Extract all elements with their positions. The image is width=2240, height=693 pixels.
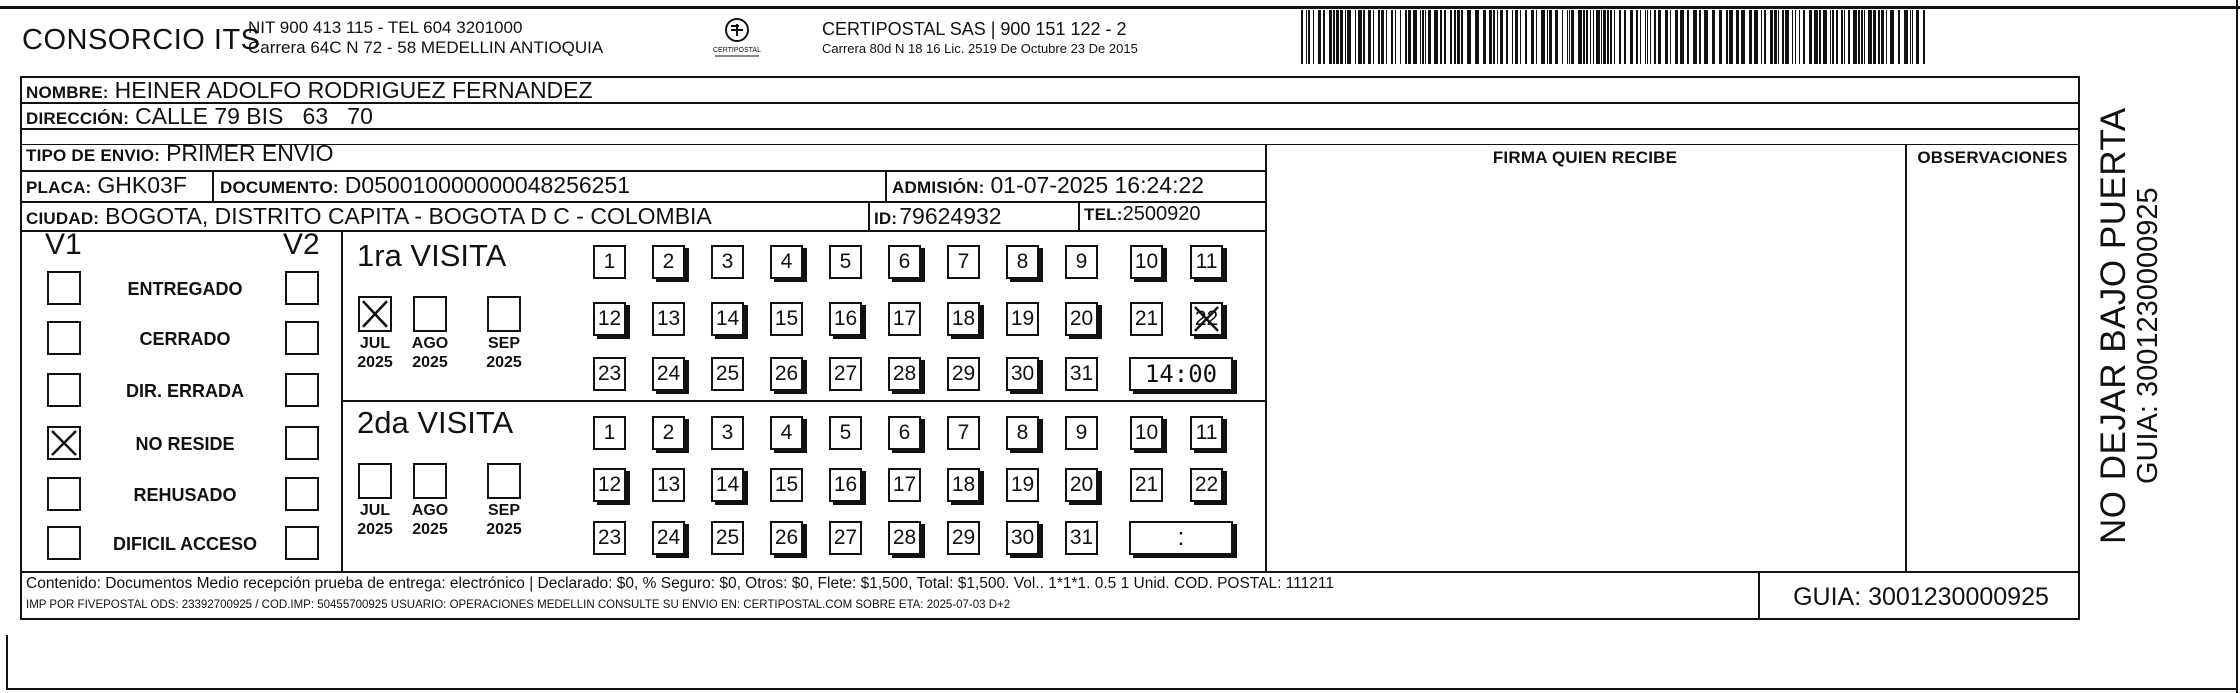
day-box[interactable]: 24 xyxy=(652,521,685,555)
day-box[interactable]: 23 xyxy=(593,357,626,391)
direccion-value: CALLE 79 BIS 63 70 xyxy=(135,103,373,129)
day-box[interactable]: 21 xyxy=(1130,468,1163,502)
visit1-title: 1ra VISITA xyxy=(357,238,507,273)
barcode-bar xyxy=(1844,10,1845,64)
day-box[interactable]: 11 xyxy=(1190,416,1223,450)
barcode-bar xyxy=(1497,10,1498,64)
barcode-bar xyxy=(1454,10,1456,64)
barcode-bar xyxy=(1457,10,1460,64)
barcode-bar xyxy=(1809,10,1812,64)
tipo-envio-label: TIPO DE ENVIO: xyxy=(26,146,161,165)
barcode-bar xyxy=(1525,10,1527,64)
barcode-bar xyxy=(1736,10,1739,64)
ciudad-label: CIUDAD: xyxy=(26,209,100,228)
barcode-bar xyxy=(1861,10,1863,64)
status-v2-checkbox[interactable] xyxy=(285,526,319,560)
day-box[interactable]: 14 xyxy=(711,302,744,336)
tel-field xyxy=(1084,203,1200,226)
bottom-cut-line xyxy=(6,688,2238,690)
certipostal-line1: CERTIPOSTAL SAS | 900 151 122 - 2 xyxy=(822,19,1127,39)
tipo-envio-field xyxy=(26,140,334,167)
barcode-bar xyxy=(1408,10,1411,64)
barcode-bar xyxy=(1425,10,1426,64)
barcode-bar xyxy=(1878,10,1880,64)
day-box[interactable]: 13 xyxy=(652,302,685,336)
barcode-bar xyxy=(1675,10,1678,64)
barcode-bar xyxy=(1832,10,1834,64)
day-box[interactable]: 1 xyxy=(593,416,626,450)
barcode-bar xyxy=(1373,10,1374,64)
barcode-bar xyxy=(1782,10,1784,64)
day-box[interactable]: 19 xyxy=(1006,302,1039,336)
month-label xyxy=(405,501,455,539)
admision-field xyxy=(892,172,1204,199)
barcode-bar xyxy=(1795,10,1796,64)
day-box[interactable]: 12 xyxy=(593,468,626,502)
day-box[interactable]: 22 xyxy=(1190,468,1223,502)
day-box[interactable]: 7 xyxy=(947,245,980,279)
barcode-bar xyxy=(1531,10,1534,64)
day-box[interactable]: 5 xyxy=(829,245,862,279)
month-label xyxy=(350,501,400,539)
barcode-bar xyxy=(1363,10,1365,64)
placa-value: GHK03F xyxy=(97,172,187,198)
day-box[interactable]: 30 xyxy=(1006,521,1039,555)
nombre-label: NOMBRE: xyxy=(26,83,109,102)
day-box[interactable]: 26 xyxy=(770,521,803,555)
day-box[interactable]: 1 xyxy=(593,245,626,279)
status-v1-checkbox[interactable] xyxy=(47,321,81,355)
barcode-bar xyxy=(1650,10,1651,64)
certipostal-info xyxy=(822,18,1138,58)
barcode-bar xyxy=(1422,10,1424,64)
barcode-bar xyxy=(1345,10,1346,64)
barcode-bar xyxy=(1515,10,1518,64)
admision-value: 01-07-2025 16:24:22 xyxy=(990,172,1205,198)
v1-header: V1 xyxy=(45,228,82,261)
day-box[interactable]: 17 xyxy=(888,468,921,502)
barcode-bar xyxy=(1603,10,1606,64)
barcode-bar xyxy=(1391,10,1393,64)
barcode-bar xyxy=(1848,10,1850,64)
day-box[interactable]: 31 xyxy=(1065,521,1098,555)
barcode-bar xyxy=(1836,10,1838,64)
barcode-bar xyxy=(1610,10,1612,64)
status-v1-checkbox[interactable] xyxy=(47,271,81,305)
day-box[interactable]: 27 xyxy=(829,521,862,555)
barcode-bar xyxy=(1461,10,1463,64)
barcode-bar xyxy=(1567,10,1568,64)
barcode-bar xyxy=(1814,10,1818,64)
company-nit: NIT 900 413 115 - TEL 604 3201000 xyxy=(248,18,523,37)
contenido-text: Contenido: Documentos Medio recepción prueba de entrega: electrónico | Declarado: $0, % Seguro: $0, Otros: $0, Flete: $1,500, Total: $1,500. Vol.. 1*1*1. 0.5 1 Unid. COD. POSTAL: 111211 xyxy=(26,575,1334,592)
certipostal-line2: Carrera 80d N 18 16 Lic. 2519 De Octubre 23 De 2015 xyxy=(822,41,1138,56)
month-checkbox[interactable] xyxy=(413,463,447,499)
placa-label: PLACA: xyxy=(26,178,92,197)
day-box[interactable]: 4 xyxy=(770,245,803,279)
barcode-bar xyxy=(1916,10,1919,64)
barcode-bar xyxy=(1830,10,1831,64)
barcode-bar xyxy=(1450,10,1452,64)
documento-label: DOCUMENTO: xyxy=(220,178,339,197)
barcode-bar xyxy=(1520,10,1521,64)
barcode-bar xyxy=(1586,10,1588,64)
status-v2-checkbox[interactable] xyxy=(285,477,319,511)
tel-label: TEL: xyxy=(1084,205,1123,224)
day-box[interactable]: 28 xyxy=(888,357,921,391)
barcode-bar xyxy=(1764,10,1766,64)
day-box[interactable]: 3 xyxy=(711,245,744,279)
status-v1-checkbox[interactable] xyxy=(47,426,81,460)
day-box[interactable]: 6 xyxy=(888,245,921,279)
barcode-graphic xyxy=(1301,10,1931,64)
barcode-bar xyxy=(1881,10,1884,64)
month-year: 2025 xyxy=(486,521,522,538)
day-box[interactable]: 15 xyxy=(770,302,803,336)
month-checkbox[interactable] xyxy=(487,296,521,332)
barcode-bar xyxy=(1792,10,1793,64)
day-box[interactable]: 19 xyxy=(1006,468,1039,502)
barcode-bar xyxy=(1428,10,1431,64)
day-box[interactable]: 9 xyxy=(1065,416,1098,450)
barcode-bar xyxy=(1868,10,1872,64)
barcode-bar xyxy=(1719,10,1722,64)
barcode-bar xyxy=(1336,10,1339,64)
day-box[interactable]: 5 xyxy=(829,416,862,450)
documento-value: D050010000000048256251 xyxy=(344,172,631,198)
admision-label: ADMISIÓN: xyxy=(892,178,985,197)
day-box[interactable]: 16 xyxy=(829,302,862,336)
barcode-bar xyxy=(1381,10,1384,64)
barcode-bar xyxy=(1358,10,1362,64)
month-label xyxy=(479,334,529,372)
barcode-bar xyxy=(1665,10,1668,64)
barcode-bar xyxy=(1693,10,1697,64)
barcode-bar xyxy=(1841,10,1843,64)
day-number: 22 xyxy=(1194,307,1219,330)
certipostal-logo xyxy=(707,16,767,60)
day-box[interactable]: 18 xyxy=(947,468,980,502)
barcode-bar xyxy=(1630,10,1633,64)
day-box[interactable]: 4 xyxy=(770,416,803,450)
month-year: 2025 xyxy=(412,521,448,538)
barcode-bar xyxy=(1500,10,1503,64)
barcode-bar xyxy=(1329,10,1332,64)
barcode-bar xyxy=(1313,10,1314,64)
barcode-bar xyxy=(1729,10,1733,64)
day-box[interactable]: 21 xyxy=(1130,302,1163,336)
status-v2-checkbox[interactable] xyxy=(285,426,319,460)
barcode-bar xyxy=(1645,10,1646,64)
barcode-bar xyxy=(1536,10,1537,64)
barcode-bar xyxy=(1444,10,1446,64)
barcode-bar xyxy=(1910,10,1911,64)
month-year: 2025 xyxy=(357,354,393,371)
barcode-bar xyxy=(1512,10,1513,64)
barcode-bar xyxy=(1318,10,1321,64)
guia-side: GUIA: 3001230000925 xyxy=(2132,187,2164,484)
barcode-bar xyxy=(1803,10,1805,64)
barcode-bar xyxy=(1647,10,1648,64)
day-box[interactable]: 6 xyxy=(888,416,921,450)
status-label: DIR. ERRADA xyxy=(125,381,244,401)
barcode-bar xyxy=(1593,10,1594,64)
barcode-bar xyxy=(1395,10,1396,64)
barcode-bar xyxy=(1687,10,1689,64)
barcode-bar xyxy=(1596,10,1600,64)
day-box[interactable]: 30 xyxy=(1006,357,1039,391)
barcode-bar xyxy=(1301,10,1303,64)
id-value: 79624932 xyxy=(899,203,1002,229)
nombre-field xyxy=(26,77,593,104)
barcode-bar xyxy=(1569,10,1570,64)
month-year: 2025 xyxy=(357,521,393,538)
barcode-bar xyxy=(1680,10,1684,64)
x-mark-icon xyxy=(49,428,79,458)
certipostal-logo-icon xyxy=(707,16,767,60)
day-box[interactable]: 29 xyxy=(947,357,980,391)
month-label xyxy=(350,334,400,372)
month-checkbox[interactable] xyxy=(358,296,392,332)
day-box[interactable]: 18 xyxy=(947,302,980,336)
barcode-bar xyxy=(1308,10,1310,64)
month-label xyxy=(479,501,529,539)
barcode-bar xyxy=(1658,10,1661,64)
barcode-bar xyxy=(1547,10,1548,64)
status-v2-checkbox[interactable] xyxy=(285,321,319,355)
imp-text: IMP POR FIVEPOSTAL ODS: 23392700925 / COD.IMP: 50455700925 USUARIO: OPERACIONES MEDELLIN CONSULTE SU ENVIO EN: CERTIPOSTAL.COM SOBRE ETA: 2025-07-03 D+2 xyxy=(26,599,1011,611)
tipo-envio-value: PRIMER ENVIO xyxy=(166,140,334,166)
barcode-bar xyxy=(1619,10,1621,64)
barcode-bar xyxy=(1475,10,1479,64)
barcode-bar xyxy=(1549,10,1552,64)
day-box[interactable]: 28 xyxy=(888,521,921,555)
status-label: NO RESIDE xyxy=(135,434,235,454)
barcode-bar xyxy=(1761,10,1762,64)
barcode-bar xyxy=(1541,10,1545,64)
month-year: 2025 xyxy=(412,354,448,371)
barcode-bar xyxy=(1873,10,1876,64)
month-label xyxy=(405,334,455,372)
barcode-bar xyxy=(1355,10,1356,64)
day-box[interactable]: 17 xyxy=(888,302,921,336)
barcode-bar xyxy=(1405,10,1407,64)
logo-text: CERTIPOSTAL xyxy=(713,47,761,54)
day-box[interactable]: 14 xyxy=(711,468,744,502)
barcode-bar xyxy=(1467,10,1471,64)
month-year: 2025 xyxy=(486,354,522,371)
company-contact xyxy=(248,18,603,58)
day-box[interactable]: 3 xyxy=(711,416,744,450)
barcode-bar xyxy=(1778,10,1779,64)
barcode-bar xyxy=(1858,10,1860,64)
day-box[interactable]: 10 xyxy=(1130,416,1163,450)
barcode-bar xyxy=(1578,10,1582,64)
barcode-bar xyxy=(1864,10,1865,64)
barcode-bar xyxy=(1347,10,1351,64)
day-box[interactable]: 27 xyxy=(829,357,862,391)
barcode-bar xyxy=(1823,10,1827,64)
status-label: DIFICIL ACCESO xyxy=(112,534,257,554)
barcode-bar xyxy=(1378,10,1380,64)
barcode-bar xyxy=(1640,10,1641,64)
day-box[interactable]: 13 xyxy=(652,468,685,502)
barcode-bar xyxy=(1386,10,1387,64)
day-box[interactable]: 20 xyxy=(1065,302,1098,336)
barcode-bar xyxy=(1555,10,1558,64)
barcode-bar xyxy=(1754,10,1758,64)
barcode-bar xyxy=(1785,10,1789,64)
barcode-bar xyxy=(1749,10,1752,64)
barcode-bar xyxy=(1712,10,1715,64)
barcode-bar xyxy=(1368,10,1371,64)
status-label: REHUSADO xyxy=(133,485,237,505)
day-box[interactable]: 10 xyxy=(1130,245,1163,279)
status-v1-checkbox[interactable] xyxy=(47,526,81,560)
barcode-bar xyxy=(1799,10,1800,64)
day-box[interactable]: 25 xyxy=(711,357,744,391)
day-box[interactable]: 31 xyxy=(1065,357,1098,391)
month-name: SEP xyxy=(487,335,520,352)
barcode-bar xyxy=(1704,10,1708,64)
barcode-bar xyxy=(1699,10,1701,64)
barcode-bar xyxy=(1636,10,1638,64)
barcode-bar xyxy=(1483,10,1486,64)
month-checkbox[interactable] xyxy=(358,463,392,499)
barcode-bar xyxy=(1601,10,1602,64)
month-checkbox[interactable] xyxy=(487,463,521,499)
status-label: ENTREGADO xyxy=(127,279,243,299)
day-box[interactable]: 26 xyxy=(770,357,803,391)
tel-value: 2500920 xyxy=(1122,203,1201,225)
month-name: AGO xyxy=(411,335,449,352)
barcode-bar xyxy=(1590,10,1591,64)
month-name: SEP xyxy=(487,502,520,519)
firma-header: FIRMA QUIEN RECIBE xyxy=(1492,148,1678,167)
barcode-bar xyxy=(1904,10,1908,64)
barcode-bar xyxy=(1624,10,1626,64)
month-name: JUL xyxy=(359,502,391,519)
barcode-bar xyxy=(1853,10,1857,64)
status-v2-checkbox[interactable] xyxy=(285,271,319,305)
day-box[interactable] xyxy=(1190,302,1223,336)
day-box[interactable]: 23 xyxy=(593,521,626,555)
right-border xyxy=(2236,0,2238,693)
barcode-bar xyxy=(1400,10,1401,64)
observaciones-header: OBSERVACIONES xyxy=(1917,148,2068,167)
barcode-bar xyxy=(1420,10,1421,64)
day-box[interactable]: 24 xyxy=(652,357,685,391)
barcode-bar xyxy=(1774,10,1777,64)
barcode-bar xyxy=(1886,10,1887,64)
barcode-bar xyxy=(1506,10,1508,64)
visit2-title: 2da VISITA xyxy=(357,405,514,440)
day-box[interactable]: 8 xyxy=(1006,416,1039,450)
day-box[interactable]: 25 xyxy=(711,521,744,555)
top-border xyxy=(0,6,2240,9)
status-v2-checkbox[interactable] xyxy=(285,373,319,407)
barcode-bar xyxy=(1489,10,1492,64)
barcode-bar xyxy=(1819,10,1821,64)
day-box[interactable]: 16 xyxy=(829,468,862,502)
barcode-bar xyxy=(1333,10,1335,64)
barcode-bar xyxy=(1440,10,1442,64)
barcode-bar xyxy=(1413,10,1417,64)
direccion-field xyxy=(26,103,373,130)
day-box[interactable]: 2 xyxy=(652,245,685,279)
barcode-bar xyxy=(1670,10,1671,64)
barcode-bar xyxy=(1562,10,1563,64)
month-name: JUL xyxy=(359,335,391,352)
barcode-bar xyxy=(1493,10,1495,64)
barcode-bar xyxy=(1770,10,1773,64)
v2-header: V2 xyxy=(283,228,320,261)
id-label: ID: xyxy=(874,209,898,228)
barcode-bar xyxy=(1306,10,1307,64)
day-box[interactable]: 15 xyxy=(770,468,803,502)
barcode-bar xyxy=(1583,10,1585,64)
nombre-value: HEINER ADOLFO RODRIGUEZ FERNANDEZ xyxy=(114,77,593,103)
status-v1-checkbox[interactable] xyxy=(47,477,81,511)
barcode-bar xyxy=(1340,10,1343,64)
day-box[interactable]: 2 xyxy=(652,416,685,450)
placa-field xyxy=(26,172,187,199)
guia-footer: GUIA: 3001230000925 xyxy=(1793,583,2049,611)
ciudad-field xyxy=(26,203,712,230)
x-mark-icon xyxy=(360,298,390,330)
barcode-bar xyxy=(1571,10,1574,64)
documento-field xyxy=(220,172,630,199)
barcode-bar xyxy=(1434,10,1438,64)
day-box[interactable]: 11 xyxy=(1190,245,1223,279)
day-box[interactable]: 12 xyxy=(593,302,626,336)
time-box[interactable]: 14:00 xyxy=(1129,357,1233,391)
barcode xyxy=(1301,10,1931,64)
barcode-bar xyxy=(1741,10,1745,64)
id-field xyxy=(874,203,1002,230)
company-name: CONSORCIO ITS xyxy=(22,24,261,56)
month-name: AGO xyxy=(411,502,449,519)
barcode-bar xyxy=(1607,10,1609,64)
barcode-bar xyxy=(1912,10,1913,64)
barcode-bar xyxy=(1323,10,1325,64)
barcode-bar xyxy=(1726,10,1728,64)
status-v1-checkbox[interactable] xyxy=(47,373,81,407)
day-box[interactable]: 8 xyxy=(1006,245,1039,279)
time-box[interactable]: : xyxy=(1129,521,1233,555)
barcode-bar xyxy=(1614,10,1615,64)
barcode-bar xyxy=(1898,10,1900,64)
day-box[interactable]: 9 xyxy=(1065,245,1098,279)
company-address: Carrera 64C N 72 - 58 MEDELLIN ANTIOQUIA xyxy=(248,38,604,57)
direccion-label: DIRECCIÓN: xyxy=(26,109,130,128)
barcode-bar xyxy=(1890,10,1894,64)
barcode-bar xyxy=(1923,10,1925,64)
left-cut-line xyxy=(6,635,8,690)
barcode-bar xyxy=(1654,10,1656,64)
day-box[interactable]: 20 xyxy=(1065,468,1098,502)
day-box[interactable]: 29 xyxy=(947,521,980,555)
no-dejar-bajo-puerta: NO DEJAR BAJO PUERTA xyxy=(2094,107,2133,544)
ciudad-value: BOGOTA, DISTRITO CAPITA - BOGOTA D C - COLOMBIA xyxy=(105,203,712,229)
status-label: CERRADO xyxy=(139,329,231,349)
day-box[interactable]: 7 xyxy=(947,416,980,450)
month-checkbox[interactable] xyxy=(413,296,447,332)
